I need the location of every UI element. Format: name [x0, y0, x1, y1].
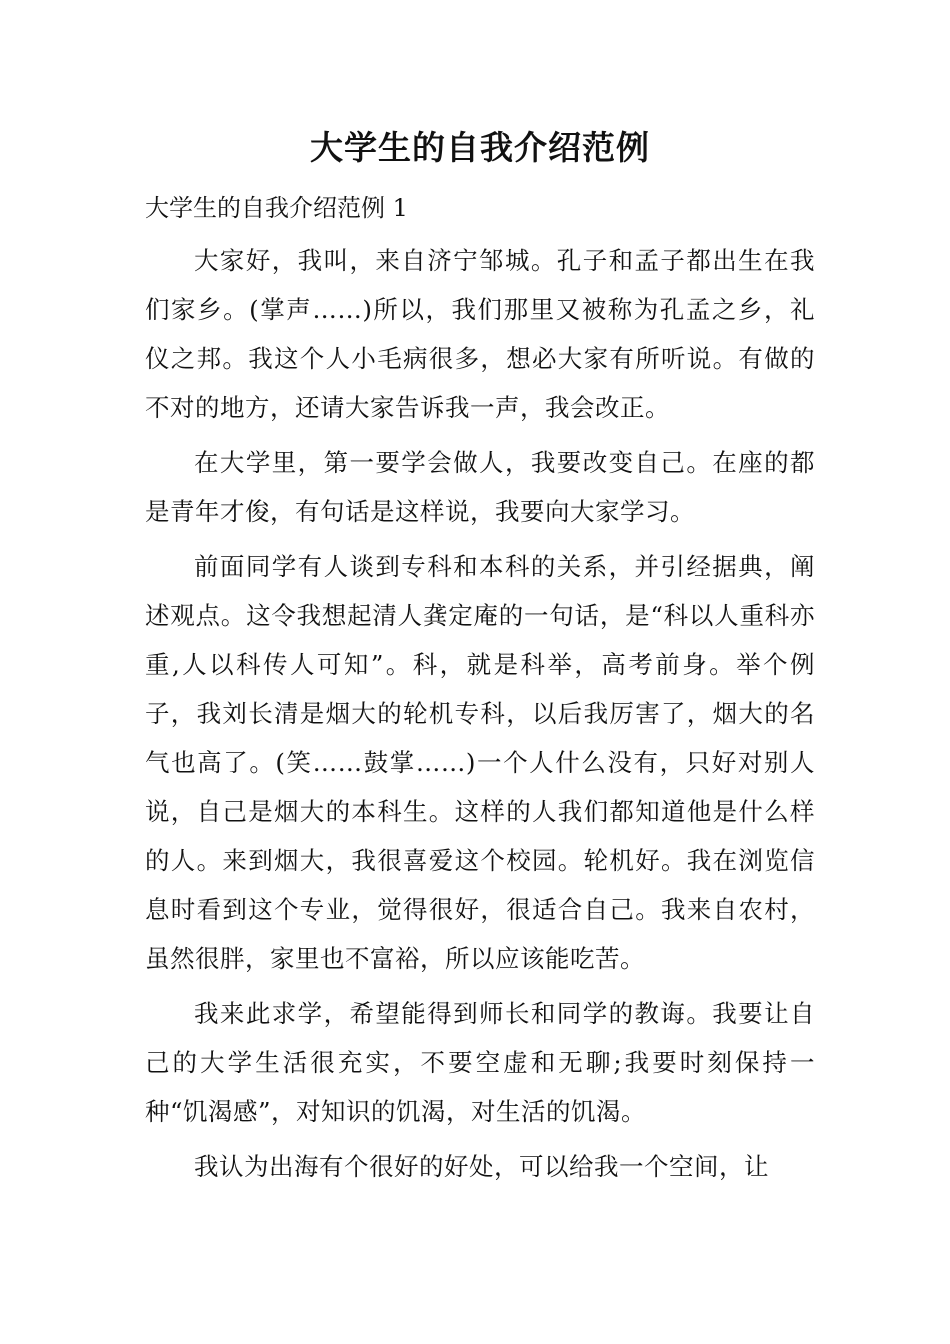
- paragraph-3: 前面同学有人谈到专科和本科的关系，并引经据典，阐述观点。这令我想起清人龚定庵的一句话，是“科以人重科亦重,人以科传人可知”。科，就是科举，高考前身。举个例子，我刘长清是烟大的轮机专科，以后我厉害了，烟大的名气也高了。(笑……鼓掌……)一个人什么没有，只好对别人说，自己是烟大的本科生。这样的人我们都知道他是什么样的人。来到烟大，我很喜爱这个校园。轮机好。我在浏览信息时看到这个专业，觉得很好，很适合自己。我来自农村，虽然很胖，家里也不富裕，所以应该能吃苦。: [145, 552, 815, 973]
- paragraph-1: 大家好，我叫，来自济宁邹城。孔子和孟子都出生在我们家乡。(掌声……)所以，我们那里又被称为孔孟之乡，礼仪之邦。我这个人小毛病很多，想必大家有所听说。有做的不对的地方，还请大家告诉我一声，我会改正。: [145, 246, 815, 422]
- paragraph-5: 我认为出海有个很好的好处，可以给我一个空间，让: [194, 1152, 769, 1181]
- section-heading: 大学生的自我介绍范例 1: [145, 194, 408, 222]
- document-page: [145, 118, 815, 1197]
- paragraph-2: 在大学里，第一要学会做人，我要改变自己。在座的都是青年才俊，有句话是这样说，我要向大家学习。: [145, 448, 815, 526]
- document-title: 大学生的自我介绍范例: [310, 128, 650, 167]
- paragraph-4: 我来此求学，希望能得到师长和同学的教诲。我要让自己的大学生活很充实，不要空虚和无聊;我要时刻保持一种“饥渴感”，对知识的饥渴，对生活的饥渴。: [145, 999, 815, 1126]
